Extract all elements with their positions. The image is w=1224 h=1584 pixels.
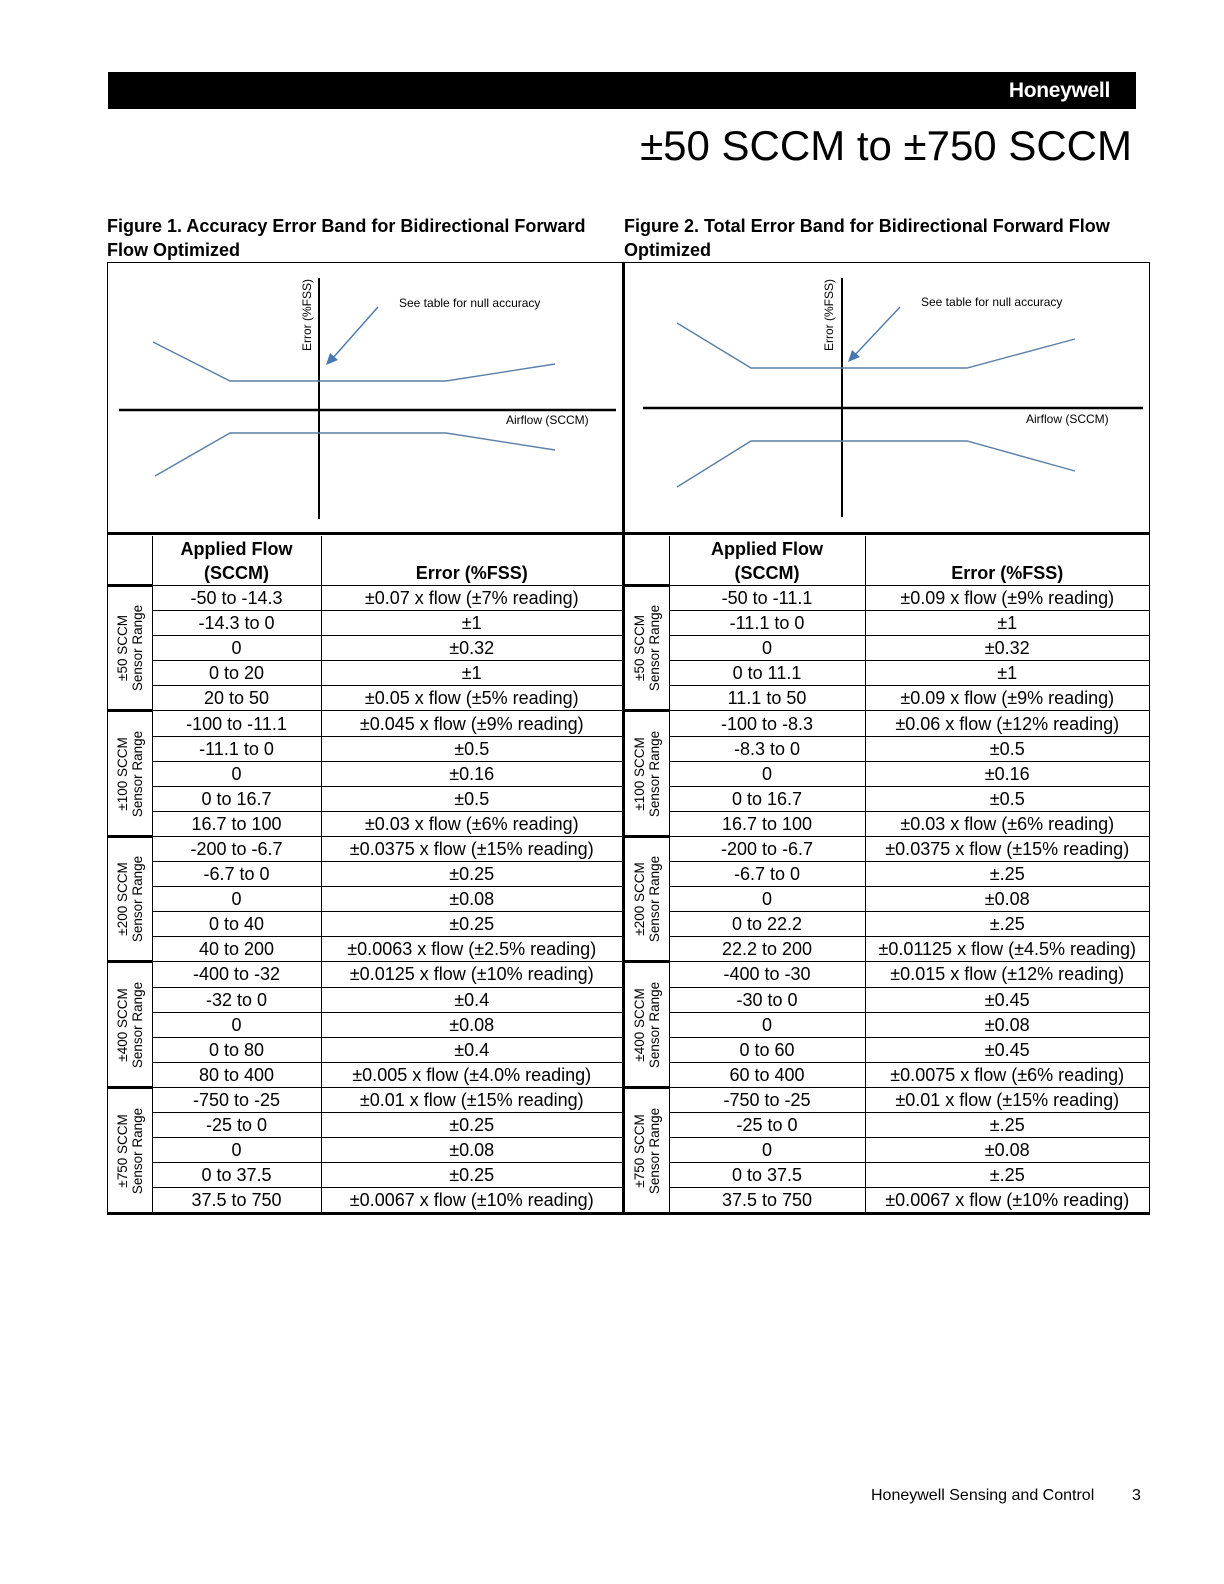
table-row — [108, 686, 622, 711]
table-row — [625, 887, 1149, 912]
table-row — [625, 1012, 1149, 1037]
error-cell: ±0.0375 x flow (±15% reading) — [865, 836, 1149, 861]
applied-flow-cell: -30 to 0 — [669, 987, 865, 1012]
error-cell: ±0.08 — [321, 1012, 622, 1037]
applied-flow-cell: 22.2 to 200 — [669, 937, 865, 962]
table-row — [625, 736, 1149, 761]
error-cell: ±0.5 — [321, 736, 622, 761]
applied-flow-cell: 37.5 to 750 — [152, 1188, 321, 1213]
table-row — [108, 987, 622, 1012]
error-cell: ±0.45 — [865, 987, 1149, 1012]
table-row — [625, 636, 1149, 661]
error-cell: ±0.5 — [865, 736, 1149, 761]
error-cell: ±0.4 — [321, 1037, 622, 1062]
table-row — [108, 962, 622, 987]
applied-flow-cell: 0 to 22.2 — [669, 912, 865, 937]
table-row — [108, 1163, 622, 1188]
footer-company: Honeywell Sensing and Control — [871, 1487, 1095, 1504]
applied-flow-cell: -11.1 to 0 — [152, 736, 321, 761]
applied-flow-cell: -11.1 to 0 — [669, 611, 865, 636]
table-row — [625, 811, 1149, 836]
sensor-range-caption: Sensor Range — [646, 605, 662, 692]
applied-flow-cell: 0 — [152, 636, 321, 661]
sensor-range-caption: Sensor Range — [129, 605, 145, 692]
applied-flow-cell: -32 to 0 — [152, 987, 321, 1012]
sensor-range-label — [108, 836, 152, 961]
page-number: 3 — [1132, 1487, 1141, 1504]
error-cell: ±0.08 — [321, 887, 622, 912]
sensor-range-label — [625, 836, 669, 961]
sensor-range-caption: Sensor Range — [129, 981, 145, 1068]
applied-flow-cell: -8.3 to 0 — [669, 736, 865, 761]
applied-flow-cell: -6.7 to 0 — [152, 862, 321, 887]
sensor-range-caption: Sensor Range — [646, 981, 662, 1068]
error-cell: ±1 — [865, 611, 1149, 636]
y-axis-label: Error (%FSS) — [822, 279, 836, 351]
lower-error-band — [155, 433, 555, 476]
table-row — [108, 1012, 622, 1037]
error-cell: ±0.05 x flow (±5% reading) — [321, 686, 622, 711]
table-row — [108, 811, 622, 836]
error-header: Error (%FSS) — [415, 562, 528, 583]
table-row — [108, 1112, 622, 1137]
error-cell: ±0.0075 x flow (±6% reading) — [865, 1062, 1149, 1087]
error-cell: ±0.09 x flow (±9% reading) — [865, 586, 1149, 611]
table-row — [625, 1037, 1149, 1062]
error-cell: ±.25 — [865, 1163, 1149, 1188]
null-accuracy-note: See table for null accuracy — [921, 295, 1063, 309]
figure-1-svg — [108, 263, 622, 531]
error-cell: ±0.08 — [865, 887, 1149, 912]
applied-flow-cell: -100 to -8.3 — [669, 711, 865, 736]
sensor-range-caption: Sensor Range — [646, 856, 662, 943]
upper-error-band — [153, 342, 555, 381]
applied-flow-cell: -400 to -32 — [152, 962, 321, 987]
sensor-range-value: ±100 SCCM — [631, 736, 647, 811]
applied-flow-cell: 0 to 60 — [669, 1037, 865, 1062]
table-row — [108, 661, 622, 686]
figure-1-caption: Figure 1. Accuracy Error Band for Bidirectional Forward Flow Optimized — [107, 216, 586, 260]
header-bar — [108, 72, 1136, 109]
applied-flow-header-line1: Applied Flow — [711, 539, 823, 559]
error-cell: ±0.5 — [865, 786, 1149, 811]
error-cell: ±0.0375 x flow (±15% reading) — [321, 836, 622, 861]
applied-flow-header — [669, 536, 865, 586]
null-accuracy-arrow — [854, 307, 900, 356]
applied-flow-cell: 0 to 40 — [152, 912, 321, 937]
applied-flow-header-line1: Applied Flow — [180, 539, 293, 559]
applied-flow-cell: -750 to -25 — [152, 1087, 321, 1112]
table-row — [625, 862, 1149, 887]
error-cell: ±0.03 x flow (±6% reading) — [865, 811, 1149, 836]
table-row — [625, 1188, 1149, 1213]
applied-flow-cell: 16.7 to 100 — [152, 811, 321, 836]
error-cell: ±0.25 — [321, 1163, 622, 1188]
null-accuracy-arrow — [332, 307, 378, 359]
figure-2-chart — [625, 263, 1149, 531]
sensor-range-value: ±400 SCCM — [631, 987, 647, 1062]
table-row — [625, 937, 1149, 962]
applied-flow-cell: -25 to 0 — [152, 1112, 321, 1137]
sensor-range-value: ±750 SCCM — [114, 1113, 130, 1188]
sensor-range-label — [108, 962, 152, 1087]
applied-flow-cell: 0 — [152, 761, 321, 786]
applied-flow-cell: 0 — [669, 887, 865, 912]
figure-2-svg — [625, 263, 1149, 531]
range-header — [625, 536, 669, 586]
applied-flow-cell: 0 to 80 — [152, 1037, 321, 1062]
error-cell: ±0.25 — [321, 862, 622, 887]
table-row — [108, 1188, 622, 1213]
table-row — [625, 1112, 1149, 1137]
applied-flow-cell: -25 to 0 — [669, 1112, 865, 1137]
table-row — [108, 761, 622, 786]
applied-flow-cell: 0 to 11.1 — [669, 661, 865, 686]
error-cell: ±0.07 x flow (±7% reading) — [321, 586, 622, 611]
table-row — [625, 661, 1149, 686]
x-axis-label: Airflow (SCCM) — [1026, 412, 1109, 426]
table-row — [108, 711, 622, 736]
table-bottom-rule — [107, 1212, 1150, 1215]
error-cell: ±0.0067 x flow (±10% reading) — [865, 1188, 1149, 1213]
applied-flow-cell: 0 — [152, 887, 321, 912]
applied-flow-cell: -14.3 to 0 — [152, 611, 321, 636]
applied-flow-cell: 20 to 50 — [152, 686, 321, 711]
applied-flow-cell: 0 — [669, 636, 865, 661]
table-row — [625, 586, 1149, 611]
sensor-range-label — [108, 1087, 152, 1212]
applied-flow-cell: -100 to -11.1 — [152, 711, 321, 736]
applied-flow-cell: 0 to 16.7 — [669, 786, 865, 811]
error-cell: ±0.4 — [321, 987, 622, 1012]
sensor-range-value: ±100 SCCM — [114, 736, 130, 811]
table-row — [108, 786, 622, 811]
error-cell: ±0.32 — [865, 636, 1149, 661]
error-cell: ±0.0067 x flow (±10% reading) — [321, 1188, 622, 1213]
null-accuracy-note: See table for null accuracy — [399, 296, 541, 310]
lower-error-band — [677, 441, 1075, 487]
applied-flow-cell: 0 — [152, 1138, 321, 1163]
table-figure-1 — [108, 536, 622, 1212]
error-cell: ±0.25 — [321, 1112, 622, 1137]
error-cell: ±0.32 — [321, 636, 622, 661]
applied-flow-cell: -50 to -11.1 — [669, 586, 865, 611]
table-row — [625, 686, 1149, 711]
error-cell: ±0.01 x flow (±15% reading) — [321, 1087, 622, 1112]
applied-flow-cell: 0 — [669, 1012, 865, 1037]
sensor-range-caption: Sensor Range — [129, 730, 145, 817]
error-cell: ±.25 — [865, 862, 1149, 887]
sensor-range-value: ±50 SCCM — [631, 615, 647, 682]
sensor-range-label — [625, 586, 669, 711]
table-row — [108, 937, 622, 962]
applied-flow-cell: 80 to 400 — [152, 1062, 321, 1087]
applied-flow-cell: 40 to 200 — [152, 937, 321, 962]
table-row — [625, 786, 1149, 811]
table-row — [108, 836, 622, 861]
table-row — [108, 1037, 622, 1062]
sensor-range-label — [625, 1087, 669, 1212]
sensor-range-value: ±750 SCCM — [631, 1113, 647, 1188]
error-cell: ±0.08 — [865, 1138, 1149, 1163]
table-row — [625, 711, 1149, 736]
table-row — [625, 611, 1149, 636]
table-row — [625, 836, 1149, 861]
x-axis-label: Airflow (SCCM) — [506, 413, 589, 427]
error-cell: ±1 — [865, 661, 1149, 686]
applied-flow-cell: -50 to -14.3 — [152, 586, 321, 611]
sensor-range-caption: Sensor Range — [129, 856, 145, 943]
error-cell: ±0.08 — [321, 1138, 622, 1163]
table-row — [625, 1163, 1149, 1188]
error-cell: ±0.09 x flow (±9% reading) — [865, 686, 1149, 711]
table-figure-2 — [625, 536, 1149, 1212]
error-cell: ±0.0125 x flow (±10% reading) — [321, 962, 622, 987]
sensor-range-caption: Sensor Range — [129, 1107, 145, 1194]
sensor-range-label — [108, 586, 152, 711]
chart-table-divider — [107, 532, 1150, 535]
table-row — [625, 761, 1149, 786]
table-row — [625, 1062, 1149, 1087]
sensor-range-caption: Sensor Range — [646, 730, 662, 817]
error-cell: ±0.01125 x flow (±4.5% reading) — [865, 937, 1149, 962]
sensor-range-label — [625, 962, 669, 1087]
error-cell: ±0.08 — [865, 1012, 1149, 1037]
table-row — [625, 987, 1149, 1012]
applied-flow-cell: 11.1 to 50 — [669, 686, 865, 711]
sensor-range-value: ±200 SCCM — [114, 862, 130, 936]
error-cell: ±1 — [321, 661, 622, 686]
applied-flow-cell: 16.7 to 100 — [669, 811, 865, 836]
applied-flow-cell: 0 — [152, 1012, 321, 1037]
table-row — [108, 586, 622, 611]
error-cell: ±0.015 x flow (±12% reading) — [865, 962, 1149, 987]
table-row — [625, 1138, 1149, 1163]
sensor-range-label — [108, 711, 152, 836]
table-row — [108, 611, 622, 636]
sensor-range-caption: Sensor Range — [646, 1107, 662, 1194]
upper-error-band — [677, 323, 1075, 368]
applied-flow-cell: 0 — [669, 761, 865, 786]
applied-flow-cell: -400 to -30 — [669, 962, 865, 987]
sensor-range-value: ±400 SCCM — [114, 987, 130, 1062]
sensor-range-label — [625, 711, 669, 836]
error-cell: ±0.45 — [865, 1037, 1149, 1062]
error-cell: ±0.01 x flow (±15% reading) — [865, 1087, 1149, 1112]
error-cell: ±.25 — [865, 912, 1149, 937]
table-row — [625, 912, 1149, 937]
error-cell: ±.25 — [865, 1112, 1149, 1137]
figure-1-chart — [108, 263, 622, 531]
error-cell: ±0.0063 x flow (±2.5% reading) — [321, 937, 622, 962]
sensor-range-value: ±50 SCCM — [114, 615, 130, 682]
error-cell: ±0.16 — [865, 761, 1149, 786]
range-header — [108, 536, 152, 586]
applied-flow-header-line2: (SCCM) — [204, 562, 269, 583]
applied-flow-cell: 0 to 37.5 — [152, 1163, 321, 1188]
error-cell: ±0.045 x flow (±9% reading) — [321, 711, 622, 736]
error-cell: ±0.5 — [321, 786, 622, 811]
error-cell: ±0.16 — [321, 761, 622, 786]
table-row — [108, 1087, 622, 1112]
applied-flow-cell: -200 to -6.7 — [669, 836, 865, 861]
table-row — [625, 962, 1149, 987]
error-cell: ±0.06 x flow (±12% reading) — [865, 711, 1149, 736]
error-cell: ±1 — [321, 611, 622, 636]
applied-flow-cell: -750 to -25 — [669, 1087, 865, 1112]
table-row — [108, 887, 622, 912]
brand-logo: Honeywell — [1008, 79, 1110, 102]
applied-flow-cell: 37.5 to 750 — [669, 1188, 865, 1213]
applied-flow-header — [152, 536, 321, 586]
table-row — [108, 736, 622, 761]
applied-flow-cell: -6.7 to 0 — [669, 862, 865, 887]
table-row — [108, 1138, 622, 1163]
applied-flow-cell: 0 to 37.5 — [669, 1163, 865, 1188]
table-row — [108, 912, 622, 937]
applied-flow-cell: 0 — [669, 1138, 865, 1163]
applied-flow-cell: 60 to 400 — [669, 1062, 865, 1087]
table-row — [625, 1087, 1149, 1112]
table-row — [108, 636, 622, 661]
page-title: ±50 SCCM to ±750 SCCM — [640, 122, 1132, 169]
applied-flow-cell: 0 to 20 — [152, 661, 321, 686]
column-divider — [622, 262, 625, 1215]
sensor-range-value: ±200 SCCM — [631, 862, 647, 936]
applied-flow-cell: 0 to 16.7 — [152, 786, 321, 811]
table-row — [108, 1062, 622, 1087]
error-cell: ±0.03 x flow (±6% reading) — [321, 811, 622, 836]
error-cell: ±0.25 — [321, 912, 622, 937]
figure-2-caption: Figure 2. Total Error Band for Bidirectional Forward Flow Optimized — [624, 216, 1110, 260]
table-row — [108, 862, 622, 887]
error-cell: ±0.005 x flow (±4.0% reading) — [321, 1062, 622, 1087]
error-header: Error (%FSS) — [951, 562, 1064, 583]
applied-flow-cell: -200 to -6.7 — [152, 836, 321, 861]
y-axis-label: Error (%FSS) — [300, 279, 314, 351]
applied-flow-header-line2: (SCCM) — [734, 562, 800, 583]
